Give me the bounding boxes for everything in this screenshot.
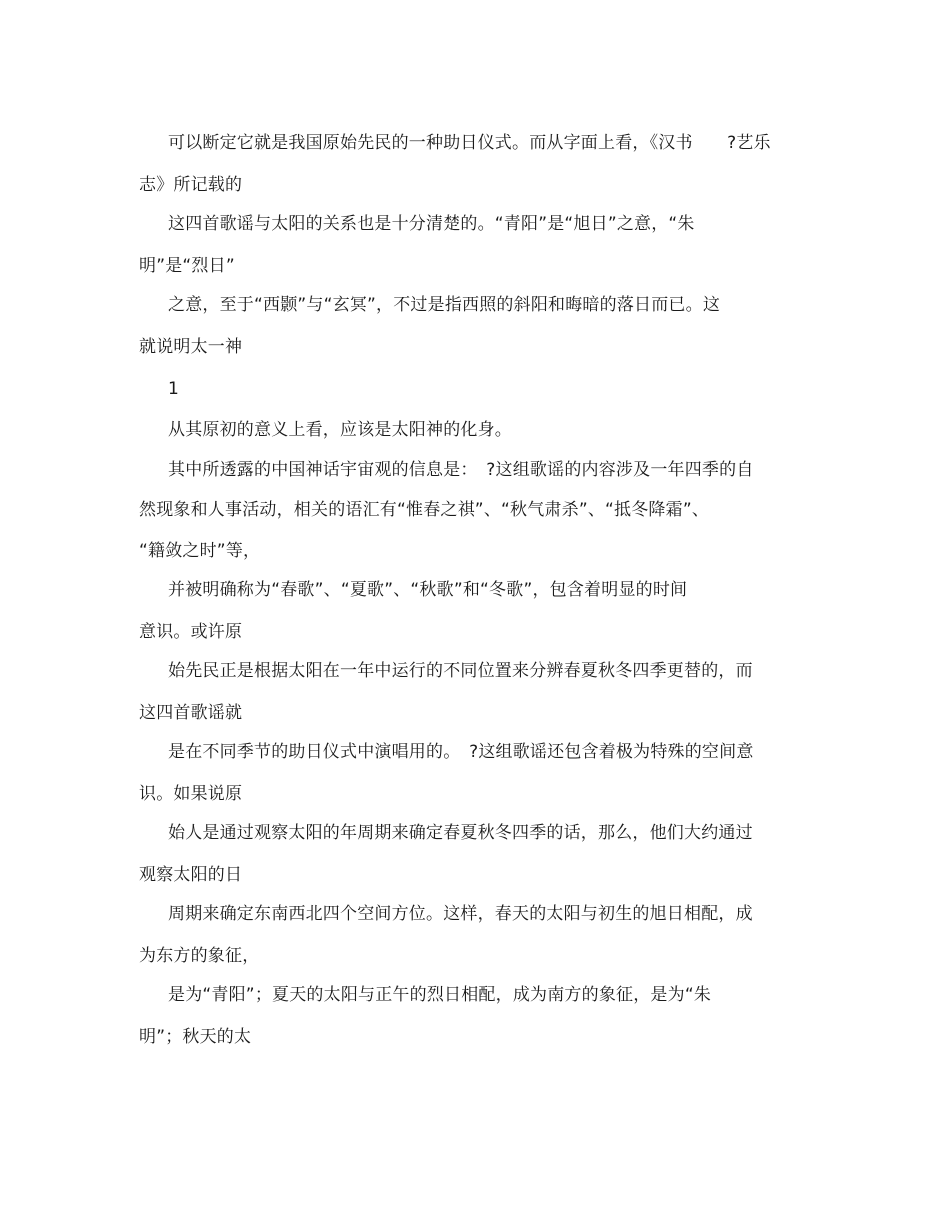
text-line: 志》所记载的: [139, 175, 243, 195]
text-line: 观察太阳的日: [139, 865, 243, 885]
text-line: 明”；秋天的太: [139, 1027, 252, 1047]
text-line: 从其原初的意义上看，应该是太阳神的化身。: [168, 420, 512, 440]
page-number: 1: [168, 379, 180, 399]
text-line: 始先民正是根据太阳在一年中运行的不同位置来分辨春夏秋冬四季更替的，而: [168, 661, 753, 681]
text-line: 可以断定它就是我国原始先民的一种助日仪式。而从字面上看，《汉书 ?艺乐: [168, 133, 771, 153]
text-line: “籍敛之时”等，: [139, 541, 261, 561]
text-line: 为东方的象征，: [139, 946, 260, 966]
text-line: 周期来确定东南西北四个空间方位。这样，春天的太阳与初生的旭日相配，成: [168, 904, 753, 924]
text-line: 这四首歌谣与太阳的关系也是十分清楚的。“青阳”是“旭日”之意，“朱: [168, 214, 695, 234]
text-line: 然现象和人事活动，相关的语汇有“惟春之祺”、“秋气肃杀”、“抵冬降霜”、: [139, 500, 710, 520]
text-line: 明”是“烈日”: [139, 256, 235, 276]
text-line: 就说明太一神: [139, 337, 243, 357]
text-line: 识。如果说原: [139, 784, 243, 804]
text-line: 始人是通过观察太阳的年周期来确定春夏秋冬四季的话，那么，他们大约通过: [168, 823, 753, 843]
text-line: 其中所透露的中国神话宇宙观的信息是： ?这组歌谣的内容涉及一年四季的自: [168, 460, 754, 480]
text-line: 之意，至于“西颢”与“玄冥”，不过是指西照的斜阳和晦暗的落日而已。这: [168, 295, 721, 315]
text-line: 这四首歌谣就: [139, 703, 243, 723]
text-line: 意识。或许原: [139, 622, 243, 642]
text-line: 并被明确称为“春歌”、“夏歌”、“秋歌”和“冬歌”，包含着明显的时间: [168, 580, 688, 600]
text-line: 是为“青阳”；夏天的太阳与正午的烈日相配，成为南方的象征，是为“朱: [168, 985, 712, 1005]
text-line: 是在不同季节的助日仪式中演唱用的。 ?这组歌谣还包含着极为特殊的空间意: [168, 742, 754, 762]
